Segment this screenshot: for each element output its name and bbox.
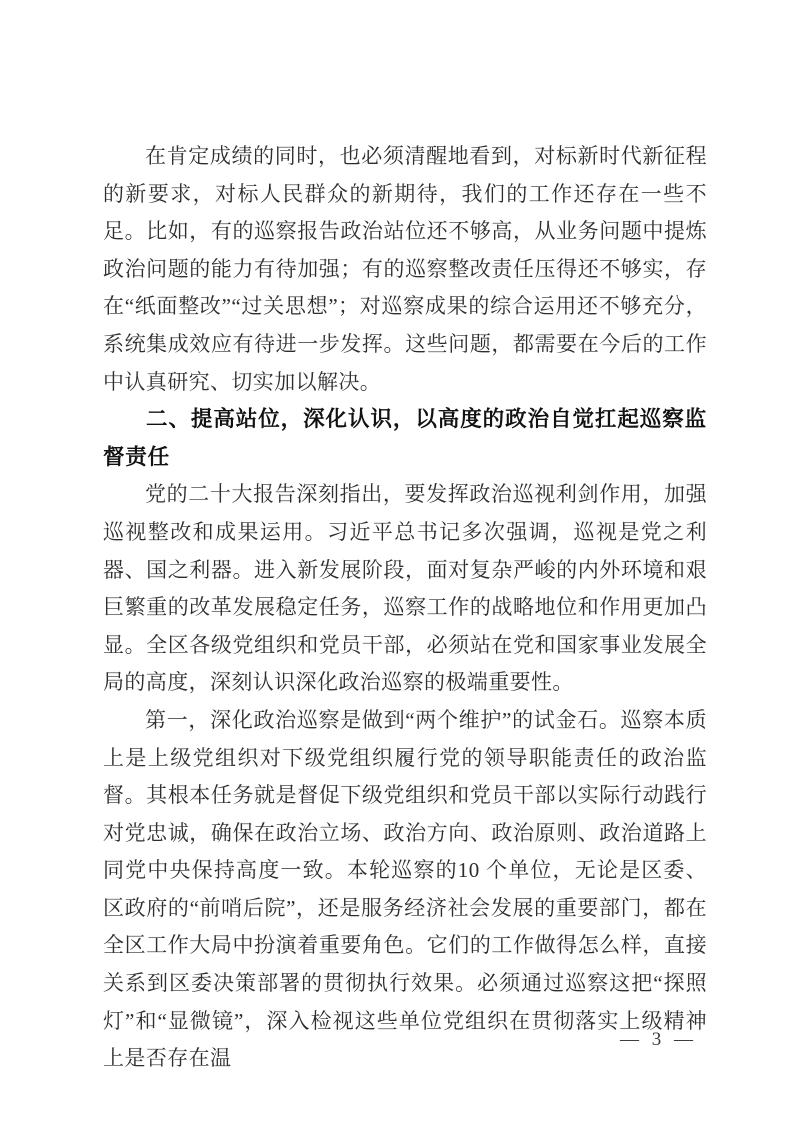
paragraph-20th-congress: 党的二十大报告深刻指出，要发挥政治巡视利剑作用，加强巡视整改和成果运用。习近平总书记多次强调，巡视是党之利器、国之利器。进入新发展阶段，面对复杂严峻的内外环境和艰巨繁重的改革发展稳定任务，巡察工作的战略地位和作用更加凸显。全区各级党组织和党员干部，必须站在党和国家事业发展全局的高度，深刻认识深化政治巡察的极端重要性。 [103,482,707,695]
paragraph-first-point: 第一，深化政治巡察是做到“两个维护”的试金石。巡察本质上是上级党组织对下级党组织履行党的领导职能责任的政治监督。其根本任务就是督促下级党组织和党员干部以实际行动践行对党忠诚，确保在政治立场、政治方向、政治原则、政治道路上同党中央保持高度一致。本轮巡察的10 个单位，无论是区委、区政府的“前哨后院”，还是服务经济社会发展的重要部门，都在全区工作大局中扮演着重要角色。它们的工作做得怎么样，直接关系到区委决策部署的贯彻执行效果。必须通过巡察这把“探照灯”和“显微镜”，深入检视这些单位党组织在贯彻落实上级精神上是否存在温 [103,707,707,1071]
page-number: — 3 — [620,1029,697,1050]
paragraph-shortcomings: 在肯定成绩的同时，也必须清醒地看到，对标新时代新征程的新要求，对标人民群众的新期待，我们的工作还存在一些不足。比如，有的巡察报告政治站位还不够高，从业务问题中提炼政治问题的能力有待加强；有的巡察整改责任压得还不够实，存在“纸面整改”“过关思想”；对巡察成果的综合运用还不够充分，系统集成效应有待进一步发挥。这些问题，都需要在今后的工作中认真研究、切实加以解决。 [103,144,707,394]
document-body [103,138,707,1078]
section-heading-2: 二、提高站位，深化认识，以高度的政治自觉扛起巡察监督责任 [103,407,707,469]
